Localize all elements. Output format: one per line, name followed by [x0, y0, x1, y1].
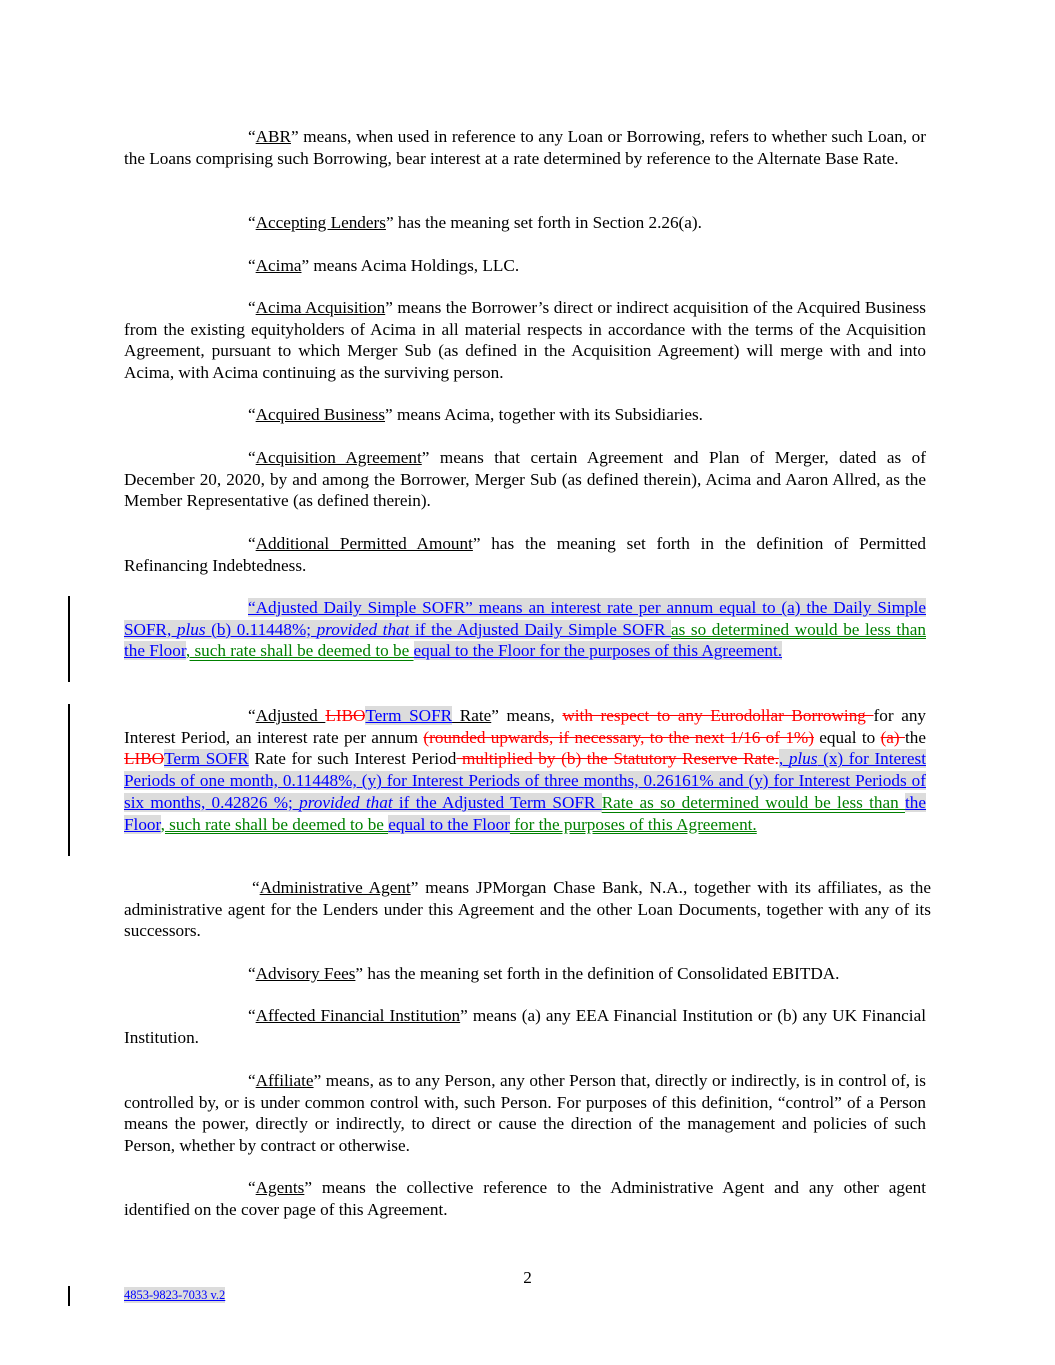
definition-acima: “Acima” means Acima Holdings, LLC. — [248, 256, 520, 275]
definition-adjusted-term-sofr-rate: “Adjusted LIBOTerm SOFR Rate” means, with respect to any Eurodollar Borrowing for any Interest Period, an interest rate per annum (rounded upwards, if necessary, to the next 1/16 of 1%) equal to (a) the LIBOTerm SOFR Rate for such Interest Period multiplied by (b) the Statutory Reserve Rate., plus (x) for Interest Periods of one month, 0.11448%, (y) for Interest Periods of three months, 0.26161% and (y) for Interest Periods of six months, 0.42826 %; provided that if the Adjusted Term SOFR Rate as so determined would be less than the Floor, such rate shall be deemed to be equal to the Floor for the purposes of this Agreement. — [124, 706, 927, 834]
definition-accepting-lenders: “Accepting Lenders” has the meaning set forth in Section 2.26(a). — [248, 213, 702, 232]
change-bar — [68, 704, 70, 856]
definition-acima-acquisition: “Acima Acquisition” means the Borrower’s direct or indirect acquisition of the Acquired Business from the existing equityholders of Acima in all material respects in accordance with the terms of the Acquisition Agreement, pursuant to which Merger Sub (as defined in the Acquisition Agreement) will merge with and into Acima, with Acima continuing as the surviving person. — [124, 298, 926, 383]
definition-acquisition-agreement: “Acquisition Agreement” means that certain Agreement and Plan of Merger, dated as of December 20, 2020, by and among the Borrower, Merger Sub (as defined therein), Acima and Aaron Allred, as the Member Representative (as defined therein). — [124, 448, 926, 511]
defined-term: Agents — [255, 1178, 305, 1197]
change-bar — [68, 596, 70, 682]
definition-advisory-fees: “Advisory Fees” has the meaning set forth in the definition of Consolidated EBITDA. — [248, 964, 840, 983]
defined-term: Administrative Agent — [259, 878, 411, 897]
defined-term: Acquired Business — [255, 405, 386, 424]
defined-term: Acquisition Agreement — [255, 448, 422, 467]
definition-administrative-agent: “Administrative Agent” means JPMorgan Chase Bank, N.A., together with its affiliates, as the administrative agent for the Lenders under this Agreement and the other Loan Documents, together with any of its successors. — [124, 878, 931, 941]
definition-acquired-business: “Acquired Business” means Acima, together with its Subsidiaries. — [248, 405, 703, 424]
defined-term: Affiliate — [255, 1071, 314, 1090]
defined-term: Adjusted — [255, 706, 326, 725]
defined-term: Acima Acquisition — [255, 298, 386, 317]
defined-term: Advisory Fees — [255, 964, 356, 983]
defined-term: ABR — [255, 127, 291, 146]
definition-affected-financial-institution: “Affected Financial Institution” means (a) any EEA Financial Institution or (b) any UK Financial Institution. — [124, 1006, 926, 1047]
defined-term: Affected Financial Institution — [255, 1006, 461, 1025]
definition-agents: “Agents” means the collective reference to the Administrative Agent and any other agent identified on the cover page of this Agreement. — [124, 1178, 926, 1219]
defined-term: Accepting Lenders — [255, 213, 386, 232]
defined-term: Acima — [255, 256, 302, 275]
page-number: 2 — [523, 1268, 532, 1287]
definition-affiliate: “Affiliate” means, as to any Person, any other Person that, directly or indirectly, is in control of, is controlled by, or is under common control with, such Person. For purposes of this definition, “control” of a Person means the power, directly or indirectly, to direct or cause the direction of the management and policies of such Person, whether by contract or otherwise. — [124, 1071, 926, 1156]
definition-abr: “ABR” means, when used in reference to any Loan or Borrowing, refers to whether such Loan, or the Loans comprising such Borrowing, bear interest at a rate determined by reference to the Alternate Base Rate. — [124, 127, 926, 168]
defined-term: Additional Permitted Amount — [255, 534, 473, 553]
document-id: 4853-9823-7033 v.2 — [124, 1288, 226, 1302]
definition-additional-permitted-amount: “Additional Permitted Amount” has the meaning set forth in the definition of Permitted Refinancing Indebtedness. — [124, 534, 927, 575]
definition-adjusted-daily-simple-sofr: “Adjusted Daily Simple SOFR” means an interest rate per annum equal to (a) the Daily Simple SOFR, plus (b) 0.11448%; provided that if the Adjusted Daily Simple SOFR as so determined would be less than the Floor, such rate shall be deemed to be equal to the Floor for the purposes of this Agreement. — [124, 598, 926, 661]
change-bar — [68, 1286, 70, 1306]
